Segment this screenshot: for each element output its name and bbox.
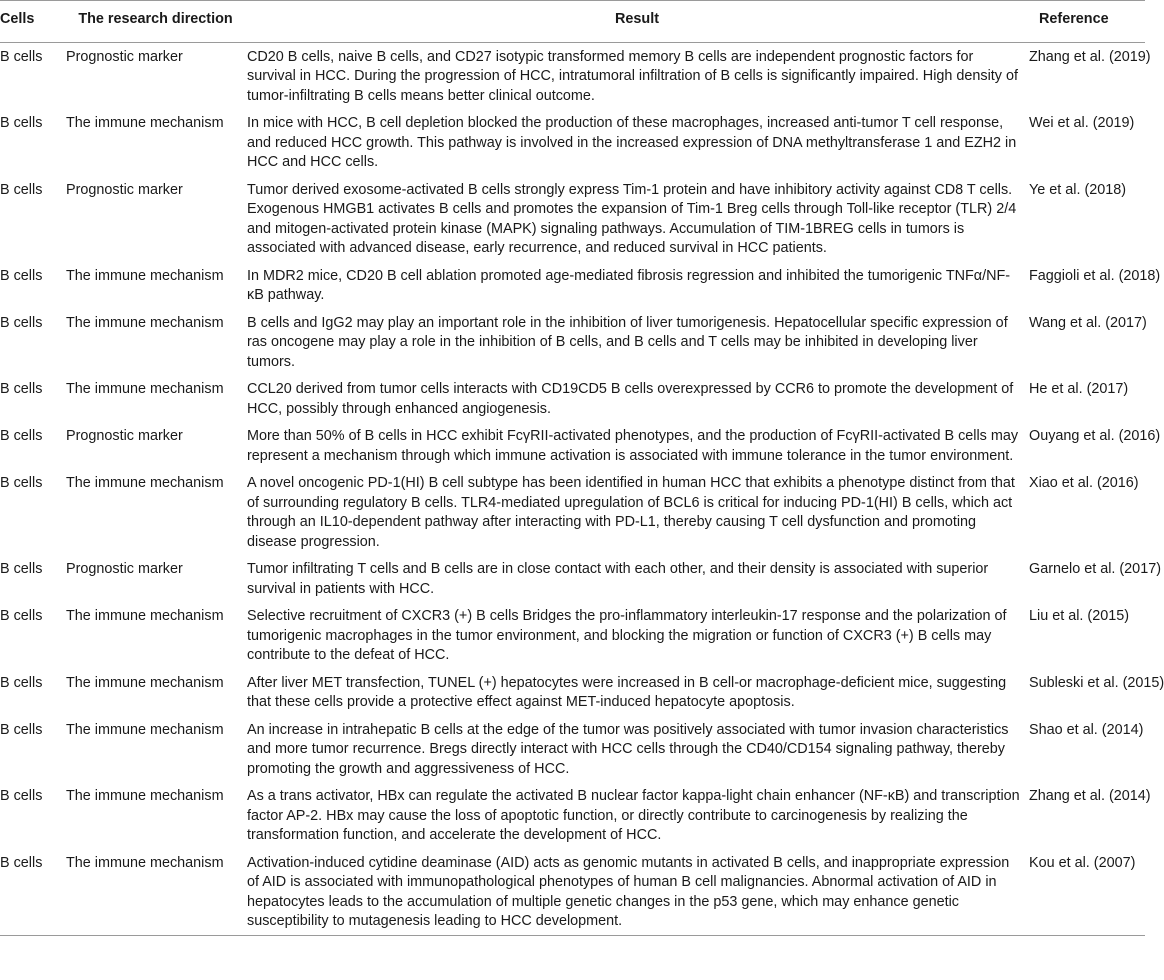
reference: Garnelo et al. (2017) — [1029, 561, 1161, 577]
table-row — [0, 109, 1145, 176]
reference: Wang et al. (2017) — [1029, 314, 1147, 331]
research-direction: The immune mechanism — [66, 608, 224, 624]
table-body — [0, 42, 1164, 935]
result-text: CD20 B cells, naive B cells, and CD27 isotypic transformed memory B cells are independent prognostic factors for survival in HCC. During the progression of HCC, intratumoral infiltration of B cells is significantly impaired. High density of tumor-infiltrating B cells means better clinical outcome. — [247, 48, 1019, 104]
result-text: Tumor derived exosome-activated B cells strongly express Tim-1 protein and have inhibitory activity against CD8 T cells. Exogenous HMGB1 activates B cells and promotes the expansion of Tim-1 Breg cells through Toll-like receptor (TLR) 2/4 and mitogen-activated protein kinase (MAPK) signaling pathways. Accumulation of TIM-1BREG cells in tumors is associated with advanced disease, early recurrence, and reduced survival in HCC patients. — [247, 181, 1017, 256]
research-direction: The immune mechanism — [66, 674, 224, 691]
reference: Ye et al. (2018) — [1029, 181, 1127, 198]
research-direction: The immune mechanism — [66, 267, 224, 284]
cell-type: B cells — [0, 115, 43, 131]
reference: Subleski et al. (2015) — [1029, 674, 1164, 691]
result-text: Selective recruitment of CXCR3 (+) B cells Bridges the pro-inflammatory interleukin-17 response and the polarization of tumorigenic macrophages in the tumor environment, and blocking the migration or function of CXCR3 (+) B cells may contribute to the defeat of HCC. — [247, 608, 1007, 663]
reference: Zhang et al. (2019) — [1029, 48, 1151, 65]
research-direction: The immune mechanism — [66, 721, 224, 738]
table-row — [0, 309, 1145, 376]
header-row — [0, 1, 1145, 43]
cell-type: B cells — [0, 854, 43, 871]
result-text: B cells and IgG2 may play an important role in the inhibition of liver tumorigenesis. Hepatocellular specific expression of ras oncogene may play a role in the inhibition of B cells, and B cells and T cells may be inhibited in developing liver tumors. — [247, 314, 1008, 370]
table-row — [0, 176, 1145, 262]
cell-type: B cells — [0, 181, 43, 198]
table-row — [0, 669, 1145, 716]
result-text: In MDR2 mice, CD20 B cell ablation promoted age-mediated fibrosis regression and inhibited the tumorigenic TNFα/NF-κB pathway. — [247, 267, 1011, 303]
result-text: More than 50% of B cells in HCC exhibit FcγRII-activated phenotypes, and the production of FcγRII-activated B cells may represent a mechanism through which immune activation is associated with immune tolerance in the tumor environment. — [247, 428, 1019, 464]
reference: Zhang et al. (2014) — [1029, 788, 1151, 804]
research-direction: Prognostic marker — [66, 48, 183, 65]
research-direction: The immune mechanism — [66, 314, 224, 331]
research-direction: The immune mechanism — [66, 788, 224, 804]
table-row — [0, 716, 1145, 783]
cell-type: B cells — [0, 788, 43, 804]
result-text: CCL20 derived from tumor cells interacts with CD19CD5 B cells overexpressed by CCR6 to promote the development of HCC, possibly through enhanced angiogenesis. — [247, 381, 1014, 417]
cell-type: B cells — [0, 48, 43, 65]
cell-type: B cells — [0, 267, 43, 284]
table-row — [0, 262, 1145, 309]
reference: Kou et al. (2007) — [1029, 854, 1136, 871]
cell-type: B cells — [0, 608, 43, 624]
table-row — [0, 422, 1145, 469]
reference: Xiao et al. (2016) — [1029, 475, 1139, 491]
cell-type: B cells — [0, 674, 43, 691]
reference: Shao et al. (2014) — [1029, 721, 1144, 738]
reference: Liu et al. (2015) — [1029, 608, 1129, 624]
table-row — [0, 375, 1145, 422]
result-text: An increase in intrahepatic B cells at the edge of the tumor was positively associated with tumor invasion characteristics and more tumor recurrence. Bregs directly interact with HCC cells through the CD40/CD154 signaling pathway, thereby promoting the growth and aggressiveness of HCC. — [247, 721, 1009, 777]
table-header — [0, 1, 1145, 43]
result-text: Activation-induced cytidine deaminase (AID) acts as genomic mutants in activated B cells, and inappropriate expression of AID is associated with immunopathological phenotypes of human B cell malignancies. Abnormal activation of AID in hepatocytes leads to the accumulation of multiple genetic changes in the p53 gene, which may enhance genetic susceptibility to mutagenesis leading to HCC development. — [247, 854, 1010, 929]
result-text: In mice with HCC, B cell depletion blocked the production of these macrophages, increased anti-tumor T cell response, and reduced HCC growth. This pathway is involved in the increased expression of DNA methyltransferase 1 and EZH2 in HCC and HCC cells. — [247, 115, 1017, 170]
research-direction: The immune mechanism — [66, 475, 224, 491]
header-reference: Reference — [1039, 11, 1109, 27]
result-text: As a trans activator, HBx can regulate the activated B nuclear factor kappa-light chain enhancer (NF-κB) and transcription factor AP-2. HBx may cause the loss of apoptotic function, or directly contribute to carcinogenesis by realizing the transformation function, and accelerate the development of HCC. — [247, 788, 1020, 843]
cell-type: B cells — [0, 314, 43, 331]
header-result: Result — [615, 11, 659, 27]
header-research-direction: The research direction — [78, 11, 233, 27]
reference: He et al. (2017) — [1029, 381, 1129, 397]
reference: Ouyang et al. (2016) — [1029, 428, 1161, 444]
research-direction: The immune mechanism — [66, 381, 224, 397]
table-row — [0, 469, 1145, 555]
table-row — [0, 849, 1145, 936]
table-row — [0, 782, 1145, 849]
research-direction: Prognostic marker — [66, 561, 183, 577]
research-direction: The immune mechanism — [66, 115, 224, 131]
research-direction: Prognostic marker — [66, 181, 183, 198]
result-text: A novel oncogenic PD-1(HI) B cell subtype has been identified in human HCC that exhibits a phenotype distinct from that of surrounding regulatory B cells. TLR4-mediated upregulation of BCL6 is critical for inducing PD-1(HI) B cells, which act through an IL10-dependent pathway after interacting with PD-L1, thereby causing T cell dysfunction and promoting disease progression. — [247, 475, 1015, 550]
research-direction: The immune mechanism — [66, 854, 224, 871]
result-text: After liver MET transfection, TUNEL (+) hepatocytes were increased in B cell-or macrophage-deficient mice, suggesting that these cells provide a protective effect against MET-induced hepatocyte apoptosis. — [247, 674, 1007, 710]
cell-type: B cells — [0, 721, 43, 738]
result-text: Tumor infiltrating T cells and B cells are in close contact with each other, and their density is associated with superior survival in patients with HCC. — [247, 561, 989, 597]
cell-type: B cells — [0, 561, 43, 577]
cell-type: B cells — [0, 428, 43, 444]
table-row — [0, 42, 1145, 109]
reference: Faggioli et al. (2018) — [1029, 267, 1161, 284]
table-row — [0, 555, 1145, 602]
research-direction: Prognostic marker — [66, 428, 183, 444]
reference: Wei et al. (2019) — [1029, 115, 1135, 131]
cell-type: B cells — [0, 381, 43, 397]
cell-type: B cells — [0, 475, 43, 491]
header-cells: Cells — [0, 11, 35, 27]
table-row — [0, 602, 1145, 669]
